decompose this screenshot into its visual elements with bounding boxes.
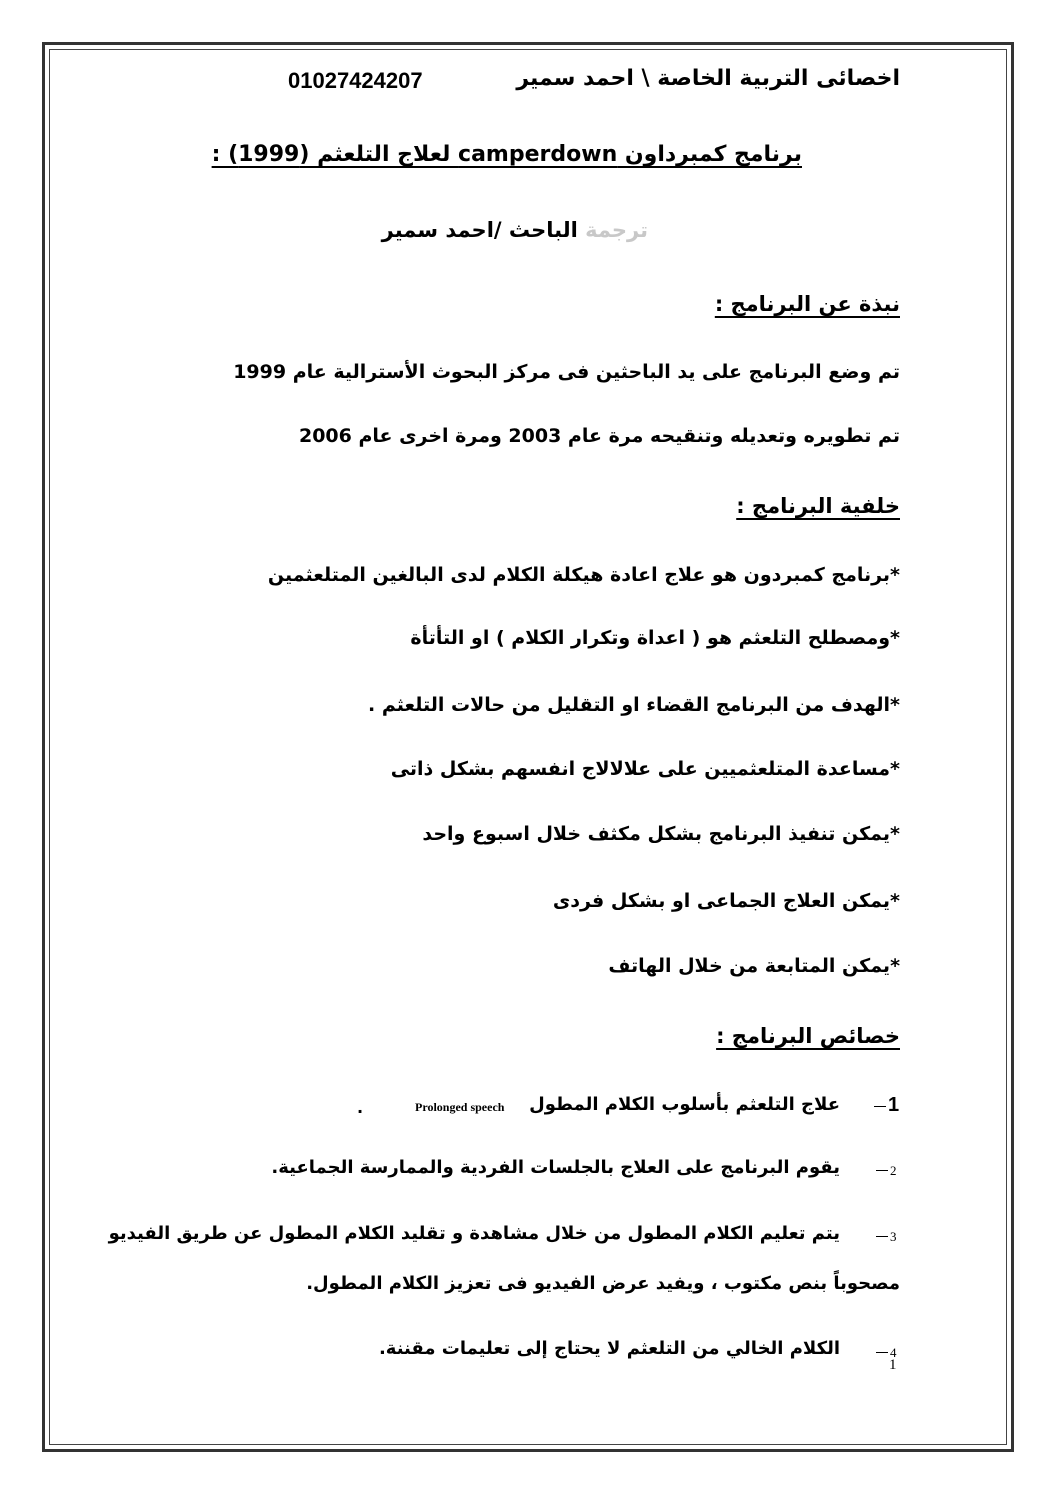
background-bullet: *ومصطلح التلعثم هو ( اعداة وتكرار الكلام ) او التأتأة [410, 627, 900, 649]
feature-item-number: 4 [874, 1342, 897, 1361]
translator-faded-word: ترجمة [585, 218, 648, 242]
feature-item-number: 3 [874, 1226, 897, 1245]
page-number: 1 [889, 1357, 897, 1373]
background-bullet: *يمكن المتابعة من خلال الهاتف [608, 955, 900, 977]
dash-mark [876, 1236, 888, 1237]
feature-item-text: علاج التلعثم بأسلوب الكلام المطول [529, 1094, 840, 1115]
about-line-2: تم تطويره وتعديله وتنقيحه مرة عام 2003 ومرة اخرى عام 2006 [298, 425, 900, 447]
translator-line [382, 218, 648, 242]
prolonged-speech-term: Prolonged speech [415, 1100, 505, 1114]
features-heading: خصائص البرنامج : [716, 1024, 900, 1048]
program-title: برنامج كمبرداون camperdown لعلاج التلعثم (1999) : [211, 142, 802, 167]
feature-item-continuation: مصحوباً بنص مكتوب ، ويفيد عرض الفيديو فى تعزيز الكلام المطول. [306, 1273, 900, 1294]
phone-number: 01027424207 [288, 68, 423, 93]
feature-item-number: 2 [874, 1160, 897, 1179]
header-title: اخصائى التربية الخاصة \ احمد سمير [516, 66, 900, 91]
background-bullet: *يمكن العلاج الجماعى او بشكل فردى [552, 890, 900, 912]
feature-item-end-mark: . [357, 1098, 364, 1117]
feature-item-text: الكلام الخالي من التلعثم لا يحتاج إلى تعليمات مقننة. [378, 1338, 840, 1359]
dash-mark [876, 1170, 888, 1171]
translator-name: الباحث /احمد سمير [381, 218, 578, 242]
feature-item-text: يتم تعليم الكلام المطول من خلال مشاهدة و تقليد الكلام المطول عن طريق الفيديو [108, 1223, 840, 1244]
about-heading: نبذة عن البرنامج : [714, 292, 900, 316]
feature-item-number: 1 [872, 1094, 899, 1117]
background-heading: خلفية البرنامج : [736, 494, 900, 518]
background-bullet: *يمكن تنفيذ البرنامج بشكل مكثف خلال اسبوع واحد [422, 823, 900, 845]
dash-mark [874, 1106, 886, 1107]
about-line-1: تم وضع البرنامج على يد الباحثين فى مركز البحوث الأسترالية عام 1999 [233, 361, 900, 383]
background-bullet: *مساعدة المتلعثميين على علالالاج انفسهم بشكل ذاتى [390, 758, 900, 780]
dash-mark [876, 1352, 888, 1353]
feature-item-text: يقوم البرنامج على العلاج بالجلسات الفردية والممارسة الجماعية. [271, 1157, 840, 1178]
background-bullet: *برنامج كمبردون هو علاج اعادة هيكلة الكلام لدى البالغين المتلعثمين [267, 564, 900, 586]
background-bullet: *الهدف من البرنامج القضاء او التقليل من حالات التلعثم . [368, 694, 900, 716]
